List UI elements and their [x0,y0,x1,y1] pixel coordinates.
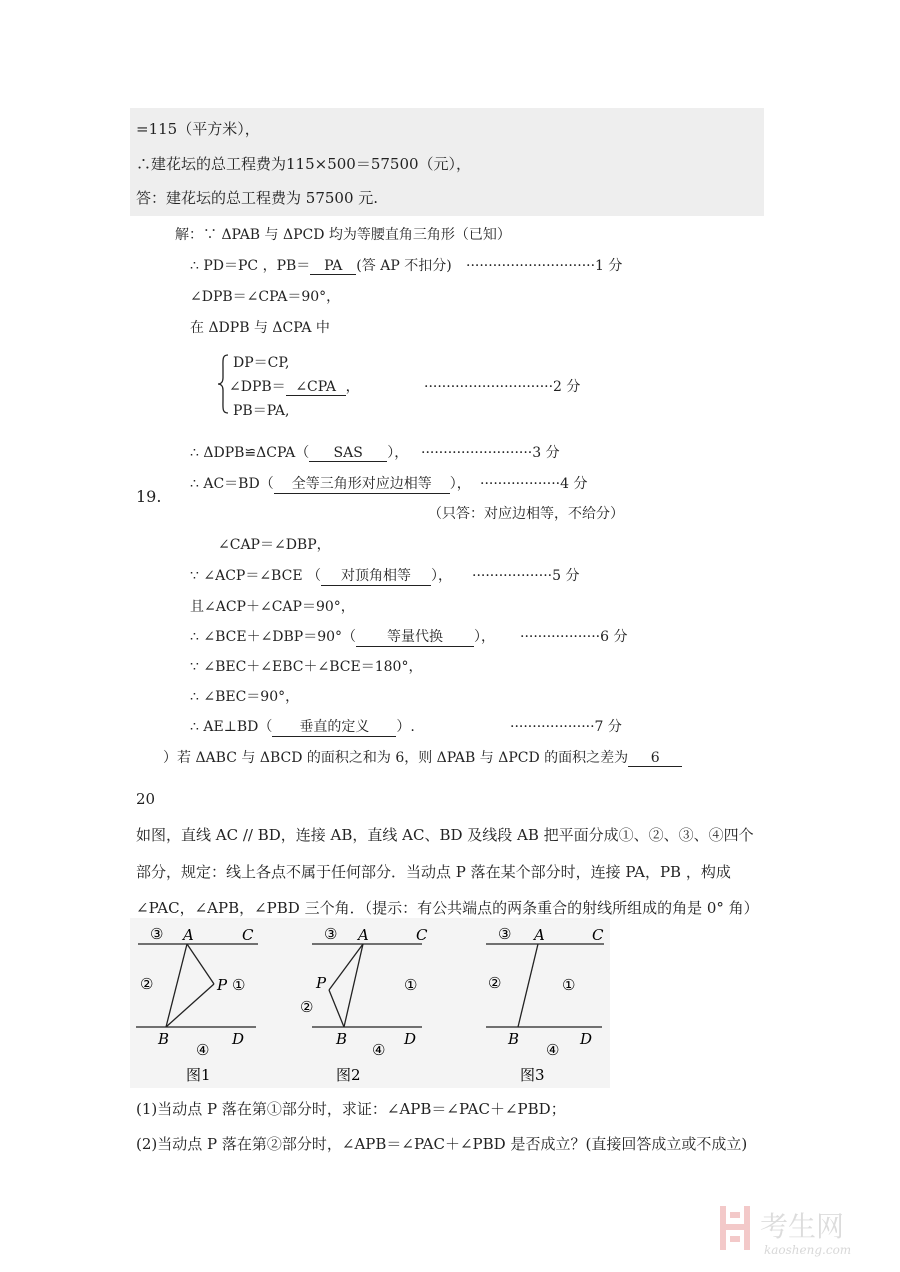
fig1-region-4: ④ [196,1041,210,1059]
q19-line-13-text: ∴ AE⊥BD（ [190,719,273,735]
system-line-2-blank: ∠CPA [286,379,346,396]
fig3-label-C: C [592,926,604,944]
q19-line-8-score: ··················5 分 [472,568,580,584]
q20-paragraph-line-3: ∠PAC，∠APB，∠PBD 三个角．（提示：有公共端点的两条重合的射线所组成的角是 0° 角） [136,899,759,917]
q19-line-5 [190,442,408,462]
q20-subquestion-1: (1)当动点 P 落在第①部分时，求证：∠APB＝∠PAC＋∠PBD； [136,1100,566,1118]
q19-line-8-blank: 对顶角相等 [321,565,431,586]
fig1-label-D: D [232,1030,245,1048]
q19-line-6-score: ··················4 分 [480,476,588,492]
q19-line-10-text: ∴ ∠BCE＋∠DBP＝90°（ [190,629,357,645]
watermark-brand: 考生网 [760,1210,845,1243]
q19-line-10-close: ）， [474,629,496,645]
fig3-caption: 图3 [520,1066,545,1084]
q19-line-8-close: ）， [431,568,452,584]
prev-answer-line-2: ∴建花坛的总工程费为115×500＝57500（元）， [136,155,472,173]
q19-line-11: ∵ ∠BEC＋∠EBC＋∠BCE＝180°， [190,659,423,675]
q19-line-3: ∠DPB＝∠CPA＝90°， [190,289,341,305]
fig3-label-A: A [534,926,545,944]
fig2-label-P: P [316,974,327,992]
question-19-number: 19. [136,487,162,506]
q19-line-10 [190,626,495,647]
q19-line-2-score: ·····························1 分 [466,258,623,274]
q19-line-13-score: ···················7 分 [510,719,622,735]
fig2-label-C: C [416,926,428,944]
q19-line-13-close: ）. [396,719,415,735]
q19-line-5-close: ）， [387,445,409,461]
fig3-region-2: ② [488,974,502,992]
question-20-number: 20 [136,790,156,808]
q19-line-2-note: (答 AP 不扣分) [356,258,452,274]
fig2-label-D: D [404,1030,417,1048]
fig2-label-B: B [336,1030,348,1048]
q19-line-13 [190,716,415,737]
fig3-region-3: ③ [498,925,512,943]
q20-subquestion-2: (2)当动点 P 落在第②部分时，∠APB＝∠PAC＋∠PBD 是否成立？(直接回答成立或不成立) [136,1135,748,1153]
q19-line-6 [190,473,471,494]
fig1-region-1: ① [232,976,246,994]
system-line-2-score: ·····························2 分 [424,379,581,395]
q20-figures [130,918,610,1088]
prev-answer-line-3: 答：建花坛的总工程费为 57500 元. [136,189,379,207]
q19-line-6-text: ∴ AC＝BD（ [190,476,274,492]
system-line-2-text: ∠DPB＝ [229,379,286,395]
q19-line-2 [190,255,452,275]
fig3-region-4: ④ [546,1041,560,1059]
q19-note: （只答：对应边相等，不给分） [428,506,624,522]
q20-paragraph-line-2: 部分，规定：线上各点不属于任何部分．当动点 P 落在某个部分时，连接 PA，PB ，构成 [136,863,731,881]
q19-line-12: ∴ ∠BEC＝90°， [190,689,300,705]
q19-line-4: 在 ΔDPB 与 ΔCPA 中 [190,320,330,336]
fig2-caption: 图2 [336,1066,361,1084]
prev-answer-line-1: =115（平方米）， [136,120,260,138]
q19-line-2-text: ∴ PD＝PC ，PB＝ [190,258,311,274]
fig3-label-B: B [508,1030,520,1048]
q19-line-8 [190,565,452,586]
fig2-region-1: ① [404,976,418,994]
fig2-region-4: ④ [372,1041,386,1059]
kaosheng-watermark [718,1200,883,1260]
watermark-url: kaosheng.com [764,1243,852,1257]
q19-line-14-text: ）若 ΔABC 与 ΔBCD 的面积之和为 6，则 ΔPAB 与 ΔPCD 的面积之差为 [163,750,629,766]
fig1-label-P: P [217,976,228,994]
fig2-label-A: A [358,926,369,944]
system-line-2-comma: ， [345,379,360,395]
q19-line-6-blank: 全等三角形对应边相等 [274,473,450,494]
q19-line-8-text: ∵ ∠ACP＝∠BCE （ [190,568,321,584]
fig1-region-2: ② [140,975,154,993]
fig2-region-2: ② [300,998,314,1016]
fig2-region-3: ③ [324,925,338,943]
q19-line-10-score: ··················6 分 [520,629,628,645]
q19-line-13-blank: 垂直的定义 [272,716,396,737]
system-line-3: PB＝PA, [233,403,290,419]
fig1-region-3: ③ [150,925,164,943]
fig3-region-1: ① [562,976,576,994]
fig1-label-C: C [242,926,254,944]
q19-line-5-score: ·························3 分 [421,445,560,461]
fig1-label-B: B [158,1030,170,1048]
watermark-logo-icon [720,1206,750,1250]
fig1-label-A: A [183,926,194,944]
q19-line-6-close: ）， [449,476,471,492]
q19-line-2-blank: PA [310,258,356,275]
system-line-2 [229,376,360,396]
q19-line-5-text: ∴ ΔDPB≌ΔCPA（ [190,445,310,461]
q19-line-7: ∠CAP＝∠DBP， [218,537,331,553]
system-brace [216,354,230,414]
q20-paragraph-line-1: 如图，直线 AC // BD，连接 AB，直线 AC、BD 及线段 AB 把平面分成①、②、③、④四个 [136,826,754,844]
q19-line-14-blank: 6 [628,750,682,767]
fig1-caption: 图1 [186,1066,211,1084]
q19-line-9: 且∠ACP＋∠CAP＝90°， [190,599,355,615]
q19-line-1: 解：∵ ΔPAB 与 ΔPCD 均为等腰直角三角形（已知） [175,227,511,243]
system-line-1: DP＝CP, [233,355,290,371]
q19-line-5-blank: SAS [309,445,387,462]
q19-line-14 [163,747,682,767]
q19-line-10-blank: 等量代换 [356,626,474,647]
fig3-label-D: D [580,1030,593,1048]
